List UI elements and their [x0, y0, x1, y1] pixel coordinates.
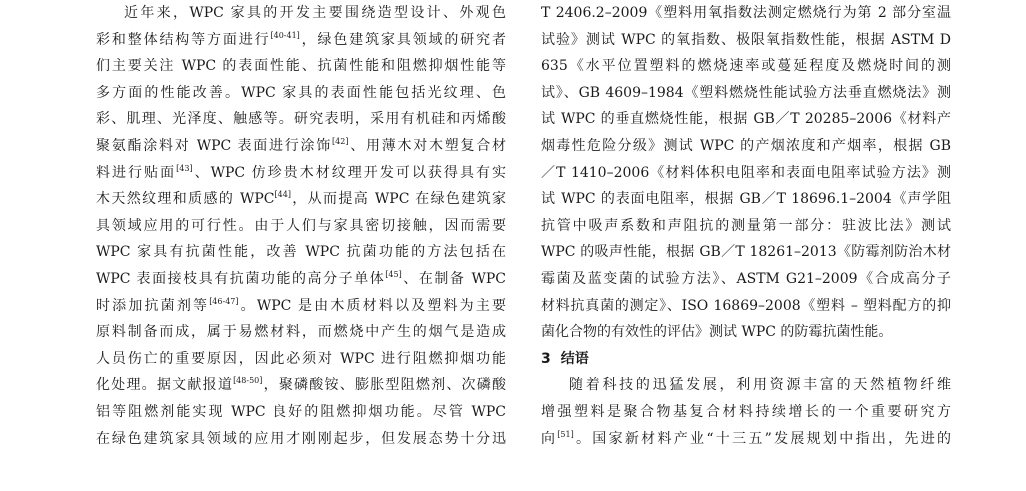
- text-segment: 化处理。据文献报道: [96, 377, 234, 394]
- citation-ref: [45]: [385, 269, 402, 279]
- text-segment: 、在制备 WPC: [401, 270, 506, 287]
- text-line: 在绿色建筑家具领域的应用才刚刚起步，但发展态势十分迅: [96, 430, 506, 447]
- citation-ref: [46-47]: [209, 296, 239, 306]
- text-segment: WPC 表面接枝具有抗菌功能的高分子单体: [96, 270, 386, 287]
- text-line: WPC 的吸声性能，根据 GB／T 18261–2013《防霉剂防治木材: [541, 244, 951, 261]
- text-segment: 木天然纹理和质感的 WPC: [96, 191, 275, 208]
- text-line: [96, 266, 506, 293]
- text-line: 材料抗真菌的测定》、ISO 16869–2008《塑料 – 塑料配方的抑: [541, 297, 951, 314]
- text-line: 人员伤亡的重要原因，因此必须对 WPC 进行阻燃抑烟功能: [96, 350, 506, 367]
- text-line: [96, 186, 506, 213]
- text-segment: ，聚磷酸铵、膨胀型阻燃剂、次磷酸: [262, 377, 506, 394]
- text-line: 随着科技的迅猛发展，利用资源丰富的天然植物纤维: [569, 377, 951, 394]
- conclusion-paragraph: [541, 372, 951, 452]
- text-segment: 。国家新材料产业“十三五”发展规划中指出，先进的: [573, 430, 951, 447]
- text-line: [541, 426, 951, 453]
- text-segment: 。WPC 是由木质材料以及塑料为主要: [238, 297, 506, 314]
- citation-ref: [40-41]: [270, 30, 300, 40]
- text-segment: 时添加抗菌剂等: [96, 297, 210, 314]
- text-segment: 聚氨酯涂料对 WPC 表面进行涂饰: [96, 137, 333, 154]
- text-line: [96, 27, 506, 54]
- text-segment: 彩和整体结构等方面进行: [96, 31, 271, 48]
- text-line: 多方面的性能改善。WPC 家具的表面性能包括光纹理、色: [96, 84, 506, 101]
- text-segment: ，绿色建筑家具领域的研究者: [299, 31, 506, 48]
- text-line: 铝等阻燃剂能实现 WPC 良好的阻燃抑烟功能。尽管 WPC: [96, 403, 506, 420]
- text-line: 试 WPC 的表面电阻率，根据 GB／T 18696.1–2004《声学阻: [541, 191, 951, 208]
- citation-ref: [43]: [176, 163, 193, 173]
- text-line: T 2406.2–2009《塑料用氧指数法测定燃烧行为第 2 部分室温: [541, 5, 951, 21]
- text-line: 原料制备而成，属于易燃材料，而燃烧中产生的烟气是造成: [96, 324, 506, 341]
- text-line: [96, 293, 506, 320]
- text-line: 近年来，WPC 家具的开发主要围绕造型设计、外观色: [124, 5, 506, 21]
- text-line: 抗管中吸声系数和声阻抗的测量第一部分：驻波比法》测试: [541, 217, 951, 234]
- text-line: 烟毒性危险分级》测试 WPC 的产烟浓度和产烟率，根据 GB: [541, 137, 951, 154]
- text-line: 635《水平位置塑料的燃烧速率或蔓延程度及燃烧时间的测: [541, 58, 951, 75]
- text-segment: 向: [541, 430, 558, 447]
- text-segment: 料进行贴面: [96, 164, 177, 181]
- text-line: [96, 160, 506, 187]
- section-number: 3: [541, 350, 551, 367]
- text-line: 增强塑料是聚合物基复合材料持续增长的一个重要研究方: [541, 403, 951, 420]
- citation-ref: [51]: [557, 429, 574, 439]
- citation-ref: [42]: [332, 136, 349, 146]
- text-segment: ，从而提高 WPC 在绿色建筑家: [290, 191, 506, 208]
- text-line: [96, 372, 506, 399]
- text-line: 们主要关注 WPC 的表面性能、抗菌性能和阻燃抑烟性能等: [96, 58, 506, 75]
- text-line: WPC 家具有抗菌性能，改善 WPC 抗菌功能的方法包括在: [96, 244, 506, 261]
- text-line: 菌化合物的有效性的评估》测试 WPC 的防霉抗菌性能。: [541, 324, 893, 341]
- text-line: 具领域应用的可行性。由于人们与家具密切接触，因而需要: [96, 217, 506, 234]
- right-column-body: [541, 0, 951, 346]
- section-heading: [541, 346, 951, 373]
- text-line: 试验》测试 WPC 的氧指数、极限氧指数性能，根据 ASTM D: [541, 31, 951, 48]
- text-segment: 、用薄木对木塑复合材: [348, 137, 506, 154]
- text-line: [96, 133, 506, 160]
- text-line: 试 WPC 的垂直燃烧性能，根据 GB／T 20285–2006《材料产: [541, 111, 951, 128]
- citation-ref: [44]: [274, 190, 291, 200]
- text-line: ／T 1410–2006《材料体积电阻率和表面电阻率试验方法》测: [541, 164, 951, 181]
- right-column: [541, 0, 951, 452]
- section-title: 结语: [560, 350, 589, 367]
- citation-ref: [48-50]: [233, 376, 263, 386]
- text-line: 试》、GB 4609–1984《塑料燃烧性能试验方法垂直燃烧法》测: [541, 84, 951, 101]
- text-line: 霉菌及蓝变菌的试验方法》、ASTM G21–2009《合成高分子: [541, 270, 951, 287]
- text-line: 彩、肌理、光泽度、触感等。研究表明，采用有机硅和丙烯酸: [96, 111, 506, 128]
- left-column: [96, 0, 506, 452]
- text-segment: 、WPC 仿珍贵木材纹理开发可以获得具有实: [192, 164, 506, 181]
